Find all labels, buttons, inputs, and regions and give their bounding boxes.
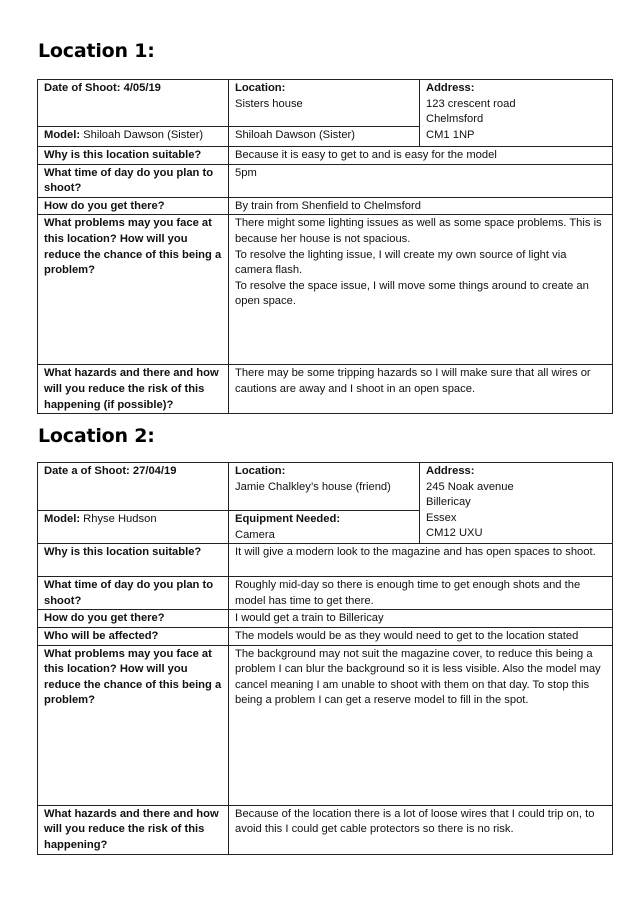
table-row [38,147,613,165]
address-cell [420,80,613,147]
answer-cell: Because of the location there is a lot of loose wires that I could trip on, to avoid this I could get cable protectors so there is no risk. [229,805,613,854]
model-value: Shiloah Dawson (Sister) [83,129,204,141]
date-value: 4/05/19 [123,82,161,94]
question-cell: What problems may you face at this location? How will you reduce the chance of this being a problem? [38,215,229,365]
answer-cell: It will give a modern look to the magazine and has open spaces to shoot. [229,544,613,577]
question-cell: What time of day do you plan to shoot? [38,577,229,610]
question-cell: Why is this location suitable? [38,147,229,165]
answer-cell: 5pm [229,164,613,197]
answer-cell: Because it is easy to get to and is easy for the model [229,147,613,165]
address-line: 245 Noak avenue [426,480,514,493]
table-row [38,215,613,365]
location-1-table [37,79,613,414]
equipment-value: Camera [235,528,275,541]
answer-paragraph: To resolve the space issue, I will move some things around to create an open space. [235,279,589,308]
model-cell [38,127,229,147]
equipment-label: Equipment Needed: [235,513,341,525]
table-row [38,627,613,645]
table-row [38,645,613,805]
model-label: Model: [44,129,81,141]
location-2-heading: Location 2: [38,425,155,447]
date-cell [38,80,229,127]
address-line: Billericay [426,496,471,509]
address-label: Address: [426,465,475,477]
address-line: 123 crescent road [426,97,516,110]
model-label: Model: [44,513,81,525]
question-cell: What hazards and there and how will you reduce the risk of this happening? [38,805,229,854]
date-label: Date of Shoot: [44,82,121,94]
table-row [38,80,613,127]
date-cell [38,463,229,511]
date-label: Date a of Shoot: [44,465,130,477]
model-value: Rhyse Hudson [83,513,157,525]
table-row [38,197,613,215]
table-row [38,577,613,610]
address-line: Chelmsford [426,113,484,126]
question-cell: How do you get there? [38,197,229,215]
location-2-table [37,462,613,855]
answer-paragraph: To resolve the lighting issue, I will create my own source of light via camera flash. [235,248,567,277]
table-row [38,805,613,854]
address-line: CM12 UXU [426,527,483,540]
location-1-heading: Location 1: [38,40,155,62]
answer-cell: There may be some tripping hazards so I will make sure that all wires or cautions are away and I shoot in an open space. [229,365,613,414]
table-row [38,463,613,511]
date-value: 27/04/19 [132,465,177,477]
table-row [38,365,613,414]
location-value: Sisters house [235,97,303,110]
table-row [38,164,613,197]
address-label: Address: [426,82,475,94]
table-row [38,610,613,628]
question-cell: What problems may you face at this location? How will you reduce the chance of this being a problem? [38,645,229,805]
question-cell: How do you get there? [38,610,229,628]
answer-cell: Roughly mid-day so there is enough time to get enough shots and the model has time to get there. [229,577,613,610]
address-cell [420,463,613,544]
answer-paragraph: There might some lighting issues as well as some space problems. This is because her house is not spacious. [235,217,602,245]
table-row [38,544,613,577]
location-value: Jamie Chalkley’s house (friend) [235,480,391,493]
equipment-cell [229,511,420,544]
location-label: Location: [235,465,286,477]
location-cell [229,463,420,511]
location-label: Location: [235,82,286,94]
location-cell [229,80,420,127]
model-cell [38,511,229,544]
answer-cell [229,215,613,365]
model-col2-cell: Shiloah Dawson (Sister) [229,127,420,147]
answer-cell: The background may not suit the magazine cover, to reduce this being a problem I can blur the background so it is less visible. Also the model may cancel meaning I am unable to shoot with them on that day. To stop this being a problem I can get a reserve model to fill in the spot. [229,645,613,805]
address-line: Essex [426,511,457,524]
question-cell: What time of day do you plan to shoot? [38,164,229,197]
answer-cell: I would get a train to Billericay [229,610,613,628]
question-cell: What hazards and there and how will you reduce the risk of this happening (if possible)? [38,365,229,414]
answer-cell: By train from Shenfield to Chelmsford [229,197,613,215]
question-cell: Who will be affected? [38,627,229,645]
answer-cell: The models would be as they would need to get to the location stated [229,627,613,645]
address-line: CM1 1NP [426,128,475,141]
question-cell: Why is this location suitable? [38,544,229,577]
